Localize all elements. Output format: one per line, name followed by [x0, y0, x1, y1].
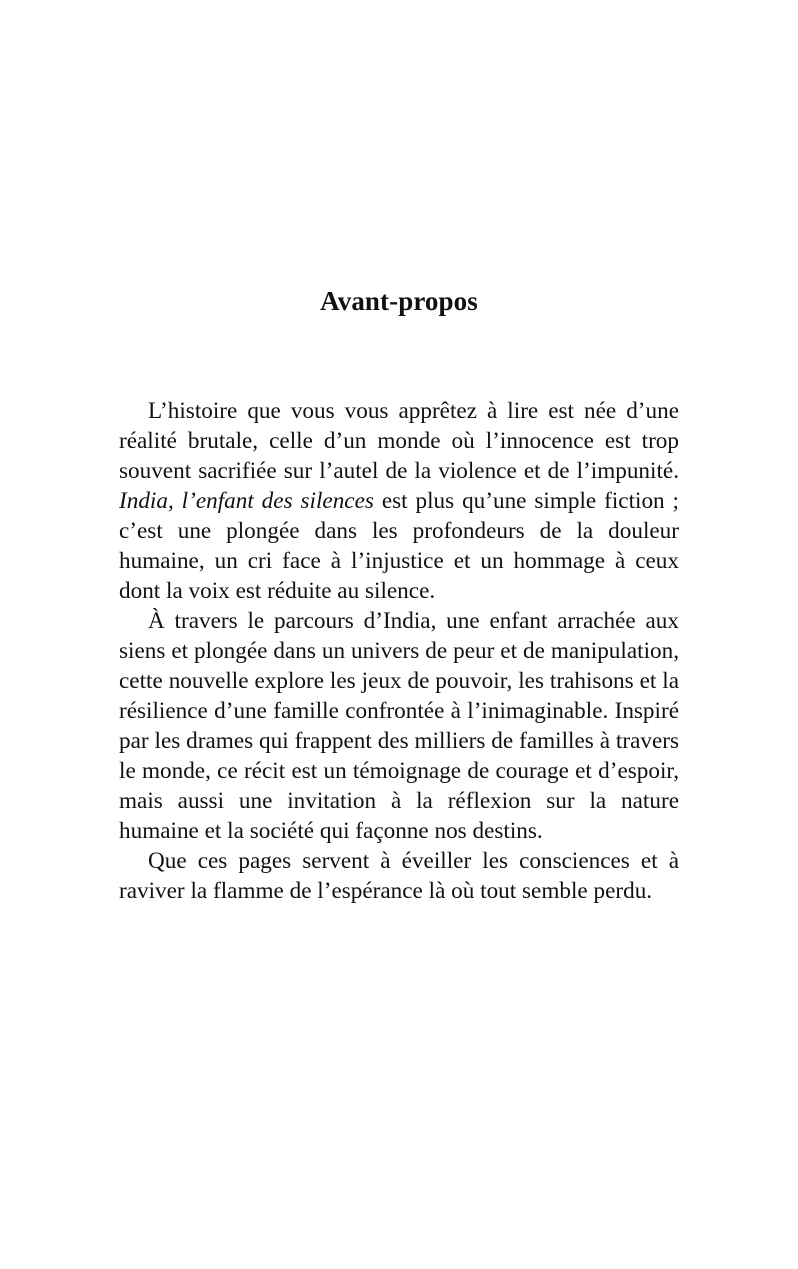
book-title-italic: India, l’enfant des silences — [119, 488, 374, 514]
paragraph-3: Que ces pages servent à éveiller les consciences et à raviver la flamme de l’espérance là où tout semble perdu. — [119, 848, 679, 904]
paragraph-1 — [119, 396, 679, 606]
page-title: Avant-propos — [320, 286, 478, 317]
paragraph-1-lead: L’histoire que vous vous apprêtez à lire est née d’une réalité brutale, celle d’un monde où l’innocence est trop souvent sacrifiée sur l’autel de la violence et de l’impunité. — [119, 398, 679, 484]
paragraph-2: À travers le parcours d’India, une enfant arrachée aux siens et plongée dans un univers de peur et de manipulation, cette nouvelle explore les jeux de pouvoir, les trahisons et la résilience d’une famille confrontée à l’inimaginable. Inspiré par les drames qui frappent des milliers de familles à travers le monde, ce récit est un témoignage de courage et d’espoir, mais aussi une invitation à la réflexion sur la nature humaine et la société qui façonne nos destins. — [119, 608, 679, 844]
foreword-body — [119, 396, 679, 906]
paragraph-1-rest: est plus qu’une simple fiction ; c’est une plongée dans les profondeurs de la douleur humaine, un cri face à l’injustice et un hommage à ceux dont la voix est réduite au silence. — [119, 488, 679, 604]
